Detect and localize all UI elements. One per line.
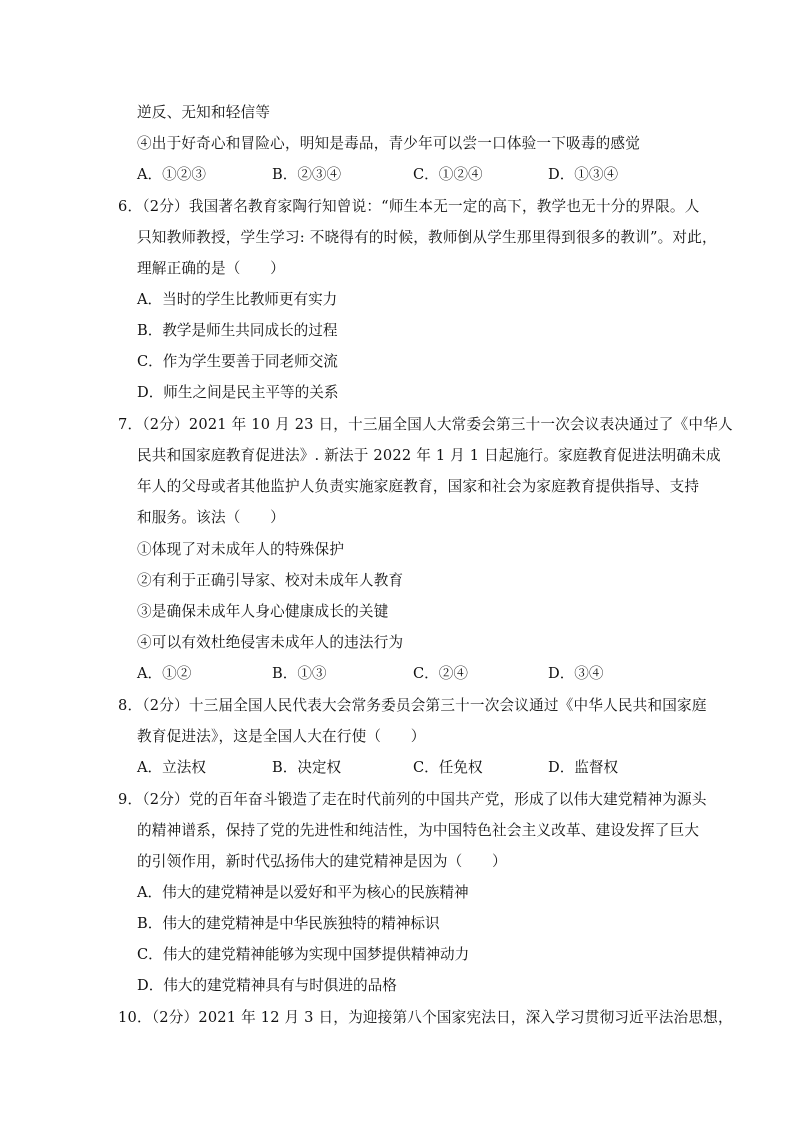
- q6-stem-line-1: 6．（2分）我国著名教育家陶行知曾说：“师生本无一定的高下，教学也无十分的界限。人: [118, 198, 700, 215]
- q9-option-c[interactable]: C．伟大的建党精神能够为实现中国梦提供精神动力: [137, 946, 470, 963]
- q8-option-b[interactable]: B．决定权: [272, 759, 342, 776]
- q7-stem-line-4: 和服务。该法（ ）: [137, 509, 285, 526]
- q7-option-b[interactable]: B．①③: [272, 665, 327, 682]
- q8-stem-line-1: 8．（2分）十三届全国人民代表大会常务委员会第三十一次会议通过《中华人民共和国家庭: [118, 697, 707, 714]
- q7-statement-2: ②有利于正确引导家、校对未成年人教育: [137, 572, 404, 589]
- q9-option-a[interactable]: A．伟大的建党精神是以爱好和平为核心的民族精神: [137, 884, 469, 901]
- q8-option-c[interactable]: C．任免权: [413, 759, 483, 776]
- q5-continuation-text: 逆反、无知和轻信等: [137, 104, 271, 121]
- q9-stem-line-3: 的引领作用，新时代弘扬伟大的建党精神是因为（ ）: [137, 853, 507, 870]
- q6-option-d[interactable]: D．师生之间是民主平等的关系: [137, 384, 339, 401]
- q6-stem-line-2: 只知教师教授，学生学习: 不晓得有的时候，教师倒从学生那里得到很多的教训”。对此，: [137, 229, 717, 246]
- q8-option-a[interactable]: A．立法权: [137, 759, 206, 776]
- q5-option-c[interactable]: C．①②④: [413, 166, 483, 183]
- q7-stem-line-3: 年人的父母或者其他监护人负责实施家庭教育，国家和社会为家庭教育提供指导、支持: [137, 478, 700, 495]
- q5-option-b[interactable]: B．②③④: [272, 166, 342, 183]
- q5-option-a[interactable]: A．①②③: [137, 166, 206, 183]
- q5-option-d[interactable]: D．①③④: [548, 166, 619, 183]
- q7-stem-line-2: 民共和国家庭教育促进法》. 新法于 2022 年 1 月 1 日起施行。家庭教育促进法明确未成: [137, 447, 721, 464]
- q7-option-c[interactable]: C．②④: [413, 665, 468, 682]
- q7-option-d[interactable]: D．③④: [548, 665, 604, 682]
- q6-option-c[interactable]: C．作为学生要善于同老师交流: [137, 353, 338, 370]
- q7-stem-line-1: 7．（2分）2021 年 10 月 23 日，十三届全国人大常委会第三十一次会议表决通过了《中华人: [118, 416, 733, 433]
- q9-stem-line-1: 9．（2分）党的百年奋斗锻造了走在时代前列的中国共产党，形成了以伟大建党精神为源头: [118, 791, 707, 808]
- q6-option-a[interactable]: A．当时的学生比教师更有实力: [137, 291, 338, 308]
- q8-option-d[interactable]: D．监督权: [548, 759, 619, 776]
- q6-option-b[interactable]: B．教学是师生共同成长的过程: [137, 322, 338, 339]
- q7-statement-3: ③是确保未成年人身心健康成长的关键: [137, 603, 389, 620]
- q10-stem-line-1: 10．（2分）2021 年 12 月 3 日，为迎接第八个国家宪法日，深入学习贯彻习近平法治思想，: [118, 1009, 733, 1026]
- q7-statement-1: ①体现了对未成年人的特殊保护: [137, 541, 345, 558]
- q5-statement-4: ④出于好奇心和冒险心，明知是毒品，青少年可以尝一口体验一下吸毒的感觉: [137, 135, 640, 152]
- q9-option-d[interactable]: D．伟大的建党精神具有与时俱进的品格: [137, 977, 397, 994]
- q9-option-b[interactable]: B．伟大的建党精神是中华民族独特的精神标识: [137, 915, 440, 932]
- q6-stem-line-3: 理解正确的是（ ）: [137, 260, 285, 277]
- q7-option-a[interactable]: A．①②: [137, 665, 192, 682]
- q8-stem-line-2: 教育促进法》，这是全国人大在行使（ ）: [137, 728, 426, 745]
- q7-statement-4: ④可以有效杜绝侵害未成年人的违法行为: [137, 634, 404, 651]
- q9-stem-line-2: 的精神谱系，保持了党的先进性和纯洁性，为中国特色社会主义改革、建设发挥了巨大: [137, 822, 700, 839]
